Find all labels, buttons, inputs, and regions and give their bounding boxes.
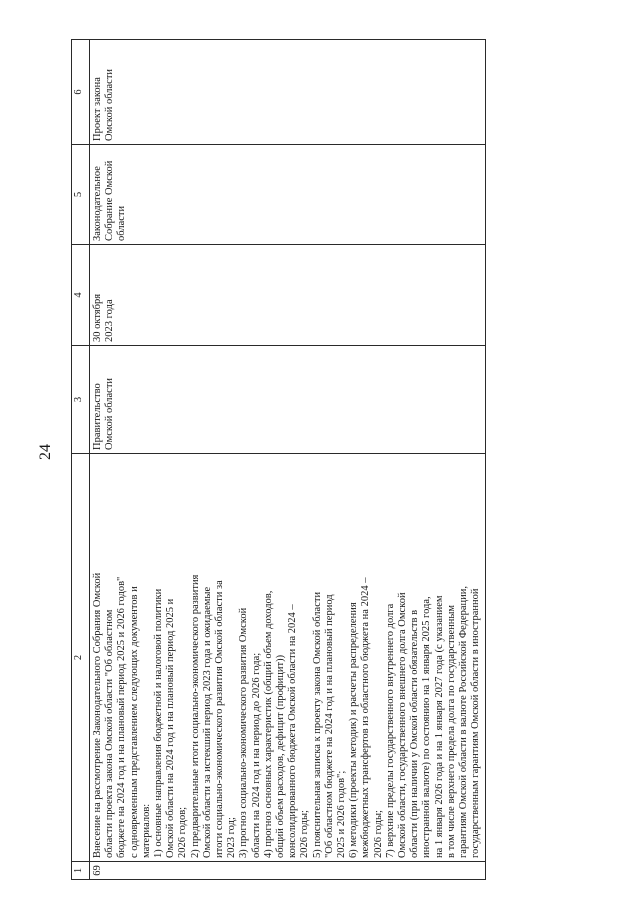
header-col-2: 2 (72, 454, 90, 862)
description-line: общий объем расходов, дефицит (профицит)) (275, 654, 287, 858)
description-line: 2026 годов; (177, 806, 189, 858)
deadline-line: 2023 года (104, 299, 116, 342)
plan-table (71, 39, 486, 880)
header-col-4: 4 (72, 245, 90, 346)
description-line: "Об областном бюджете на 2024 год и на плановый период (323, 594, 335, 858)
row-number: 69 (90, 862, 486, 880)
description-line: 4) прогноз основных характеристик (общий объем доходов, (262, 590, 274, 858)
table-header-row (72, 40, 90, 880)
description-line: иностранной валюте) по состоянию на 1 января 2025 года, (421, 596, 433, 858)
description-line: 6) методики (проекты методик) и расчеты распределения (348, 602, 360, 858)
row-result (90, 40, 486, 145)
description-line: консолидированного бюджета Омской области на 2024 – (287, 604, 299, 858)
description-line: в том числе верхнего предела долга по государственным (445, 604, 457, 858)
row-description (90, 454, 486, 862)
header-col-1: 1 (72, 862, 90, 880)
description-line: 5) пояснительная записка к проекту закона Омской области (311, 591, 323, 858)
responsible-line: Омской области (104, 377, 116, 450)
row-deadline (90, 245, 486, 346)
row-responsible (90, 346, 486, 454)
recipient-line: области (116, 205, 128, 241)
description-line: итоги социально-экономического развития Омской области за (214, 580, 226, 858)
result-line: Проект закона (92, 77, 103, 141)
description-line: 2) предварительные итоги социально-экономического развития (189, 574, 201, 858)
responsible-line: Правительство (92, 383, 103, 450)
header-col-6: 6 (72, 40, 90, 145)
page-number-wrap (34, 434, 58, 470)
description-line: гарантиям Омской области в валюте Российской Федерации, (458, 585, 470, 858)
description-line: с одновременным представлением следующих документов и (128, 586, 140, 858)
description-line: бюджете на 2024 год и на плановый период 2025 и 2026 годов" (116, 576, 128, 858)
page-number: 24 (37, 444, 54, 460)
header-col-5: 5 (72, 145, 90, 245)
description-line: области (при наличии у Омской области обязательств в (409, 609, 421, 858)
description-line: Омской области, государственного внешнего долга Омской (397, 592, 409, 858)
description-line: 2026 годы; (299, 810, 311, 858)
description-line: области проекта закона Омской области "Об областном (104, 609, 116, 858)
description-line: 2023 год; (226, 817, 238, 858)
description-line: области на 2024 год и на период до 2026 года; (250, 652, 262, 858)
description-line: 2026 годы; (372, 810, 384, 858)
header-col-3: 3 (72, 346, 90, 454)
description-line: Внесение на рассмотрение Законодательного Собрания Омской (92, 572, 103, 858)
description-line: материалов: (140, 803, 152, 858)
recipient-line: Законодательное (92, 166, 103, 241)
table-row (90, 40, 486, 880)
description-line: 2025 и 2026 годов"; (336, 770, 348, 858)
description-line: 7) верхние пределы государственного внутреннего долга (384, 603, 396, 858)
description-line: на 1 января 2026 года и на 1 января 2027 года (с указанием (433, 595, 445, 858)
recipient-line: Собрание Омской (104, 160, 116, 241)
description-line: Омской области за истекший период 2023 года и ожидаемые (201, 586, 213, 858)
description-line: 1) основные направления бюджетной и налоговой политики (153, 588, 165, 858)
description-line: Омской области на 2024 год и на плановый период 2025 и (165, 598, 177, 858)
description-line: 3) прогноз социально-экономического развития Омской (238, 607, 250, 858)
rotated-page (71, 40, 605, 880)
deadline-line: 30 октября (92, 293, 103, 342)
result-line: Омской области (104, 68, 116, 141)
description-line: межбюджетных трансфертов из областного бюджета на 2024 – (360, 577, 372, 858)
row-recipient (90, 145, 486, 245)
description-line: государственным гарантиям Омской области в иностранной (470, 588, 482, 858)
